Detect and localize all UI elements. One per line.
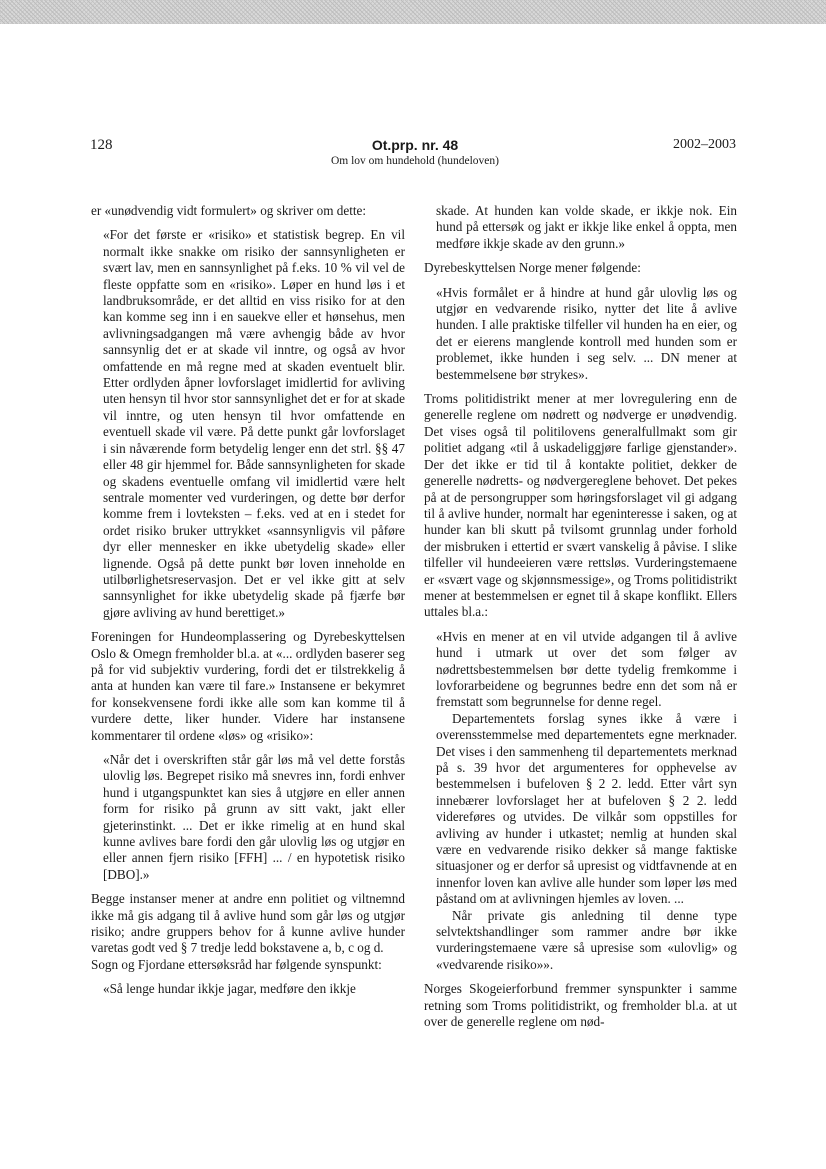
quote-paragraph: «Så lenge hundar ikkje jagar, medføre den ikkje: [103, 981, 356, 997]
paragraph: Dyrebeskyttelsen Norge mener følgende:: [424, 260, 641, 276]
paragraph: Norges Skogeierforbund fremmer synspunkter i samme retning som Troms politidistrikt, og fremholder bl.a. at ut over de generelle reglene om nød-: [424, 981, 737, 1030]
paragraph: Troms politidistrikt mener at mer lovregulering enn de generelle reglene om nødrett og nødverge er unødvendig. Det vises også til politilovens generalfullmakt som gir politiet adgang «til å uskadeliggjøre farlige gjenstander». Der det ikke er tid til å kontakte politiet, dekker de generelle nødretts- og nødvergereglene behovet. Det pekes på at de persongrupper som høringsforslaget vil gi adgang til å avlive hunder, normalt har egeninteresse i saken, og at hunder kan bli skutt på tvilsomt grunnlag under forhold der misbruken i ettertid er svært vanskelig å påvise. I slike tilfeller vil hundeeieren være rettsløs. Vurderingstemaene er «svært vage og skjønnsmessige», og Troms politidistrikt mener at bestemmelsen er egnet til å skape konflikt. Ellers uttales bl.a.:: [424, 391, 737, 620]
quote-paragraph: «Hvis formålet er å hindre at hund går ulovlig løs og utgjør en vedvarende risiko, nytter det lite å avlive hunden. I alle praktiske tilfeller vil hunden ha en eier, og det er eierens manglende kontroll med hunden som er problemet, ikke hunden i seg selv. ... DN mener at bestemmelsene bør strykes».: [436, 284, 737, 382]
document-title: Ot.prp. nr. 48: [371, 137, 459, 153]
quote-paragraph: «Hvis en mener at en vil utvide adgangen til å avlive hund i utmark ut over det som følger av nødrettsbestemmelsen bør dette tydelig fremkomme i lovforarbeidene og begrunnes bedre enn det som nå er fremstatt som begrunnelse for denne regel.: [436, 628, 737, 710]
paragraph: er «unødvendig vidt formulert» og skriver om dette:: [91, 203, 367, 218]
quote-paragraph: skade. At hunden kan volde skade, er ikkje nok. Ein hund på ettersøk og jakt er ikkje like enkel å oppta, men medføre ikkje skade av den grunn.»: [436, 203, 737, 251]
quote-paragraph: «For det første er «risiko» et statistisk begrep. En vil normalt ikke snakke om risiko der sannsynligheten er svært lav, men en sannsynlighet på f.eks. 10 % vil vel de fleste oppfatte som en «risiko». Løper en hund løs i et landbruksområde, er det alltid en viss risiko for at den kan komme seg inn i en sauekve eller et hønsehus, men avlivningsadgangen må være avhengig både av hvor sannsynlig det er at skade vil inntre, og også av hvor omfattende en må regne med at skaden eventuelt blir. Etter ordlyden åpner lovforslaget imidlertid for avliving uten hensyn til hvor stor sannsynlighet det er for at skade vil inntre, og uten hensyn til hvor omfattende en eventuell skade vil være. På dette punkt går lovforslaget i sin nåværende form betydelig lenger enn det strl. §§ 47 eller 48 gir hjemmel for. Både sannsynligheten for skade og skadens eventuelle omfang vil imidlertid være helt sentrale momenter ved vurderingen, og dette bør derfor komme frem i lovteksten – f.eks. ved at en i stedet for ordet risiko bruker uttrykket «sannsynligvis vil påføre dyr eller mennesker en ikke ubetydelig skade» eller lignende. Også på dette punkt bør loven inneholde en utilbørlighetsreservasjon. Det er vel ikke gitt at selv sannsynlighet for ikke ubetydelig skade på fjærfe bør gjøre avliving av hund berettiget.»: [103, 227, 405, 620]
page-number: 128: [90, 137, 113, 153]
quote-paragraph: Departementets forslag synes ikke å være i overensstemmelse med departementets egne merknader. Det vises i den sammenheng til departementets merknad på s. 39 hvor det argumenteres for opphevelse av bestemmelsen i bufeloven § 2 2. ledd. Etter vårt syn innebærer lovforslaget her at bufeloven § 2 2. ledd videreføres og utvides. De vilkår som oppstilles for avliving av hunder i utkastet; nemlig at hunden skal være en vedvarende risiko dekker så mange faktiske situasjoner og er derfor så upresist og vidtfavnende at en innenfor loven kan avlive alle hunder som løper løs med påstand om at avlivningen hjemles av loven. ...: [436, 710, 737, 907]
scan-edge: [0, 0, 826, 24]
header-year: 2002–2003: [673, 137, 736, 152]
paragraph: Begge instanser mener at andre enn politiet og viltnemnd ikke må gis adgang til å avlive hund som går løs og utgjør risiko; andre gruppers behov for å kunne avlive hunder varetas godt ved § 7 tredje ledd bokstavene a, b, c og d.: [91, 891, 405, 956]
left-column: [91, 203, 405, 998]
document-subtitle: Om lov om hundehold (hundeloven): [330, 155, 499, 167]
quote-paragraph: «Når det i overskriften står går løs må vel dette forstås ulovlig løs. Begrepet risiko må snevres inn, fordi enhver hund i utgangspunktet kan sies å utgjøre en eller annen form for risiko på grunn av sitt vakt, jakt eller gjeterinstinkt. ... Det er ikke rimelig at en hund skal kunne avlives bare fordi den går ulovlig løs og utgjør en eller annen fjern risiko [FFH] ... / en hypotetisk risiko [DBO].»: [103, 752, 405, 882]
paragraph: Sogn og Fjordane ettersøksråd har følgende synspunkt:: [91, 956, 382, 972]
running-header: [250, 137, 580, 167]
right-column: [424, 203, 737, 1031]
paragraph: Foreningen for Hundeomplassering og Dyrebeskyttelsen Oslo & Omegn fremholder bl.a. at «... ordlyden baserer seg på for vid subjektiv vurdering, fordi det er tilstrekkelig å anta at hunden kan være til fare.» Instansene er bekymret for konsekvensene fordi ikke alle som kan komme til å vurdere dette, liker hunder. Videre har instansene kommentarer til ordene «løs» og «risiko»:: [91, 629, 405, 743]
quote-paragraph: Når private gis anledning til denne type selvtektshandlinger som rammer andre bør ikke vurderingstemaene være så upresise som «ulovlig» og «vedvarende risiko»».: [436, 907, 737, 972]
